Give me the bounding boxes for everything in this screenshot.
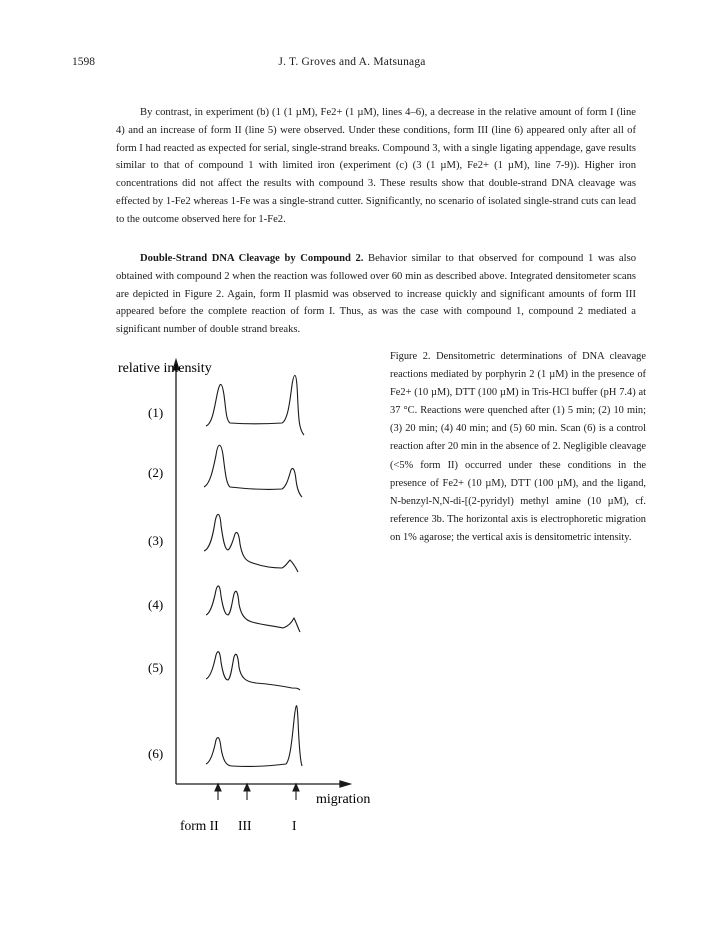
- trace-label-5: (5): [148, 660, 164, 675]
- x-axis-arrowhead: [340, 781, 350, 787]
- densitometer-trace-5: [206, 652, 300, 690]
- paragraph-2-text: Behavior similar to that observed for compound 1 was also obtained with compound 2 when the reaction was followed over 60 min as described above. Integrated densitometer scans are depicted in Figure 2. Again, form II plasmid was observed to increase quickly and significant amounts of form III appeared before the complete reaction of form I. Thus, as was the case with compound 1, compound 2 mediated a significant number of double strand breaks.: [116, 253, 636, 336]
- section-heading: Double-Strand DNA Cleavage by Compound 2.: [140, 253, 364, 264]
- densitometer-trace-6: [206, 706, 302, 767]
- densitometer-trace-2: [204, 445, 302, 497]
- running-head: J. T. Groves and A. Matsunaga: [278, 56, 426, 68]
- densitometer-trace-4: [206, 586, 300, 632]
- form-label-I: I: [292, 818, 297, 833]
- y-axis-label: relative intensity: [118, 361, 212, 376]
- trace-label-6: (6): [148, 746, 164, 761]
- trace-label-4: (4): [148, 597, 164, 612]
- form-label-III: III: [238, 818, 252, 833]
- densitometer-trace-1: [206, 375, 304, 435]
- marker-form-I: [293, 784, 299, 800]
- trace-label-2: (2): [148, 465, 164, 480]
- figure-caption: Figure 2. Densitometric determinations of DNA cleavage reactions mediated by porphyrin 2 (1 µM) in the presence of Fe2+ (10 µM), DTT (100 µM) in Tris-HCl buffer (pH 7.4) at 37 °C. Reactions were quenched after (1) 5 min; (2) 10 min; (3) 20 min; (4) 40 min; and (5) 60 min. Scan (6) is a control reaction after 20 min in the absence of 2. Negligible cleavage (<5% form II) occurred under these conditions in the presence of Fe2+ (10 µM), DTT (100 µM), and the ligand, N-benzyl-N,N-di-[(2-pyridyl) methyl amine (10 µM), cf. reference 3b. The horizontal axis is electrophoretic migration on 1% agarose; the vertical axis is densitometric intensity.: [390, 351, 646, 543]
- trace-label-3: (3): [148, 533, 164, 548]
- page-number: 1598: [72, 56, 95, 68]
- trace-label-1: (1): [148, 405, 164, 420]
- form-label-II: form II: [180, 818, 219, 833]
- marker-form-III: [244, 784, 250, 800]
- densitometer-trace-3: [204, 514, 298, 572]
- marker-form-II: [215, 784, 221, 800]
- paragraph-1: By contrast, in experiment (b) (1 (1 µM), Fe2+ (1 µM), lines 4–6), a decrease in the relative amount of form I (line 4) and an increase of form II (line 5) were observed. Under these conditions, form III (line 6) appeared only after all of form I had reacted as expected for serial, single-strand breaks. Compound 3, with a single ligating appendage, gave results similar to that of compound 1 with limited iron (experiment (c) (3 (1 µM), Fe2+ (1 µM), line 7-9)). Higher iron concentrations did not affect the results with compound 3. These results show that double-strand DNA cleavage was effected by 1-Fe2 whereas 1-Fe was a single-strand cutter. Significantly, no scenario of isolated single-strand cuts can lead to the outcome observed here for 1-Fe2.: [116, 107, 636, 225]
- x-axis-label: migration: [316, 792, 371, 807]
